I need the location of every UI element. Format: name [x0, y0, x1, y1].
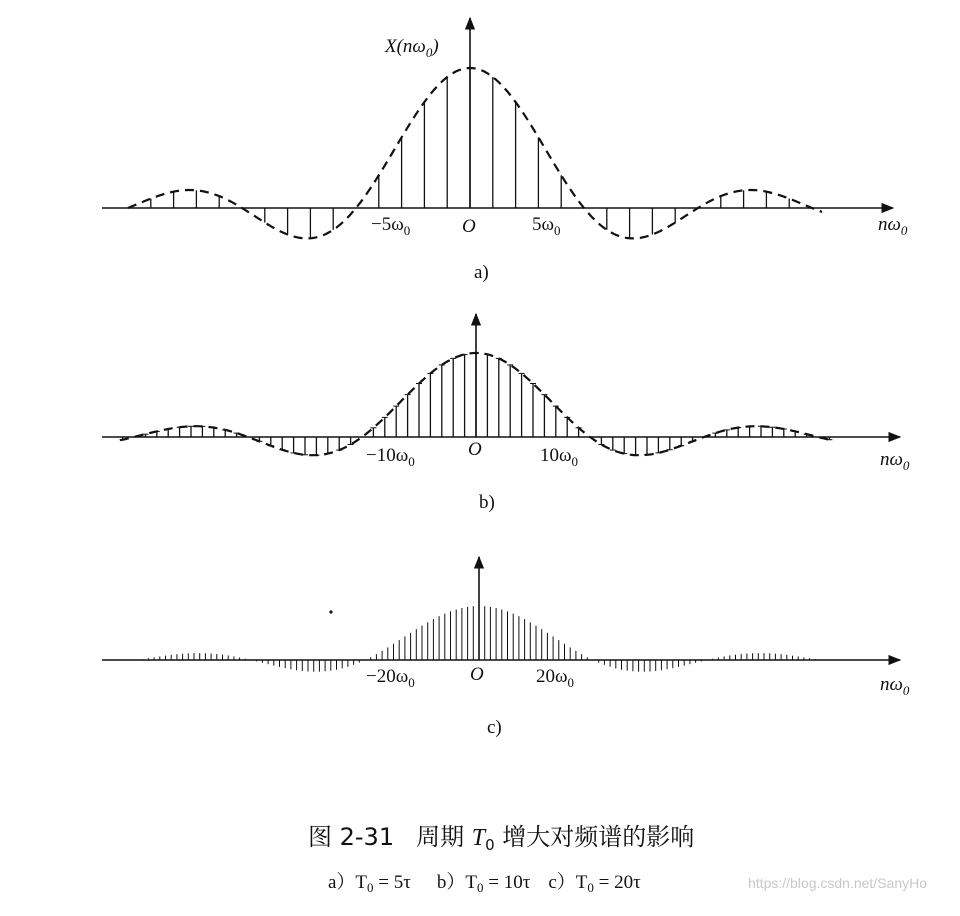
watermark: https://blog.csdn.net/SanyHo: [748, 875, 927, 891]
panel-b-caption: b): [479, 492, 495, 513]
panel-c-spectral-lines: [143, 606, 816, 672]
panel-a: [102, 18, 908, 283]
panel-c-pos-tick-label: $20\omega_0$: [536, 666, 575, 690]
figure-caption: [308, 823, 694, 895]
panel-c: [102, 557, 910, 738]
figure-subcaption: $a)T_0 = 5\tau$ $b)T_0 = 10\tau$ $c)T_0 = 20\tau$: [328, 872, 641, 895]
panel-a-caption: a): [474, 262, 489, 283]
panel-a-x-axis-label: $n\omega_0$: [878, 214, 908, 238]
panel-c-origin-label: O: [470, 664, 484, 685]
panel-a-y-axis-label: $X(n\omega_0)$: [385, 36, 439, 60]
figure-title: 图 2-31 周期 $T_0$ 增大对频谱的影响: [308, 823, 695, 854]
panel-a-spectral-lines: [128, 68, 812, 238]
panel-a-envelope: [128, 68, 822, 238]
panel-b-neg-tick-label: $-10\omega_0$: [366, 445, 415, 469]
panel-b-x-axis-label: $n\omega_0$: [880, 449, 910, 473]
panel-b: [102, 314, 910, 513]
panel-c-neg-tick-label: $-20\omega_0$: [366, 666, 415, 690]
panel-c-x-axis-label: $n\omega_0$: [880, 674, 910, 698]
panel-a-pos-tick-label: $5\omega_0$: [532, 214, 561, 238]
panel-b-origin-label: O: [468, 439, 482, 460]
stray-dot: [329, 610, 332, 613]
panel-c-caption: c): [487, 717, 502, 738]
panel-a-origin-label: O: [462, 216, 476, 237]
panel-a-neg-tick-label: $-5\omega_0$: [371, 214, 411, 238]
panel-b-pos-tick-label: $10\omega_0$: [540, 445, 579, 469]
